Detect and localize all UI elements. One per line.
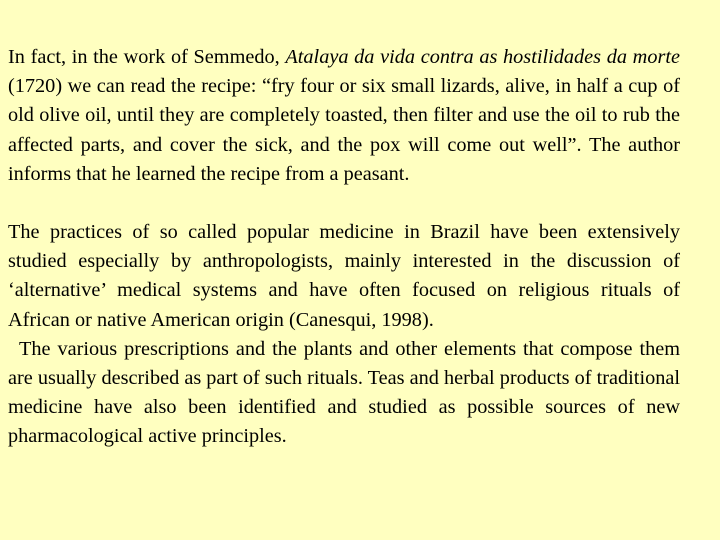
paragraph-popular-medicine: The practices of so called popular medicine in Brazil have been extensively studied especially by anthropologists, mainly interested in the discussion of ‘alternative’ medical systems and have often focused on religious rituals of African or native American origin (Canesqui, 1998). — [8, 221, 680, 331]
paragraph-1-lead-text: In fact, in the work of Semmedo, — [8, 46, 286, 68]
paragraph-prescriptions: The various prescriptions and the plants and other elements that compose them are usually described as part of such rituals. Teas and herbal products of traditional medicine have also been identified and studied as possible sources of new pharmacological active principles. — [8, 337, 680, 448]
paragraph-1-rest-text: (1720) we can read the recipe: “fry four or six small lizards, alive, in half a cup of old olive oil, until they are completely toasted, then filter and use the oil to rub the affected parts, and cover the sick, and the pox will come out well”. The author informs that he learned the recipe from a peasant. — [8, 75, 680, 185]
book-title: Atalaya da vida contra as hostilidades da morte — [285, 46, 680, 68]
paragraph-semmedo-recipe — [8, 43, 680, 189]
